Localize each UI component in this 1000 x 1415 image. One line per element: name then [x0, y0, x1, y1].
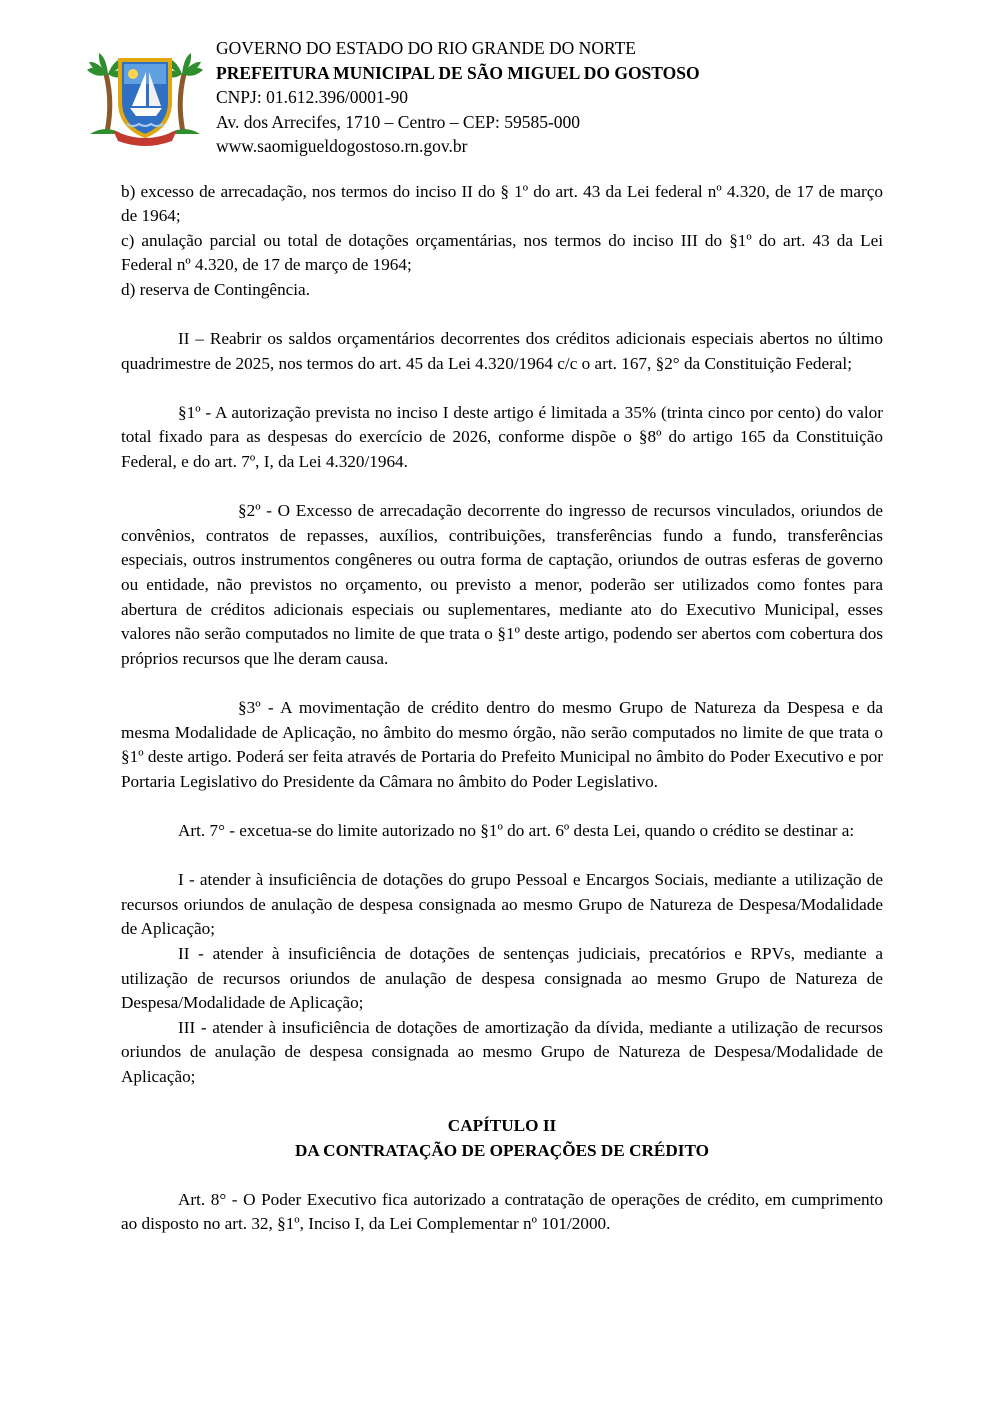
clause-b: b) excesso de arrecadação, nos termos do inciso II do § 1º do art. 43 da Lei federal nº 4.320, de 17 de março de 1964; — [121, 181, 883, 226]
sun-icon — [128, 69, 138, 79]
inciso-i: I - atender à insuficiência de dotações do grupo Pessoal e Encargos Sociais, mediante a utilização de recursos oriundos de anulação de despesa consignada ao mesmo Grupo de Natureza de Despesa/Modalidade de Aplicação; — [121, 870, 883, 939]
clause-d: d) reserva de Contingência. — [121, 279, 310, 299]
cnpj-line: CNPJ: 01.612.396/0001-90 — [216, 87, 409, 107]
artigo-8: Art. 8° - O Poder Executivo fica autorizado a contratação de operações de crédito, em cumprimento ao disposto no art. 32, §1º, Inciso I, da Lei Complementar nº 101/2000. — [121, 1189, 883, 1234]
chapter-subtitle: DA CONTRATAÇÃO DE OPERAÇÕES DE CRÉDITO — [295, 1140, 709, 1160]
state-government-name: GOVERNO DO ESTADO DO RIO GRANDE DO NORTE — [216, 38, 636, 58]
shield-icon — [120, 60, 170, 136]
letterhead — [86, 34, 1000, 159]
document-body — [121, 180, 883, 1238]
municipality-name: PREFEITURA MUNICIPAL DE SÃO MIGUEL DO GOSTOSO — [216, 62, 700, 83]
artigo-7: Art. 7° - excetua-se do limite autorizado no §1º do art. 6º desta Lei, quando o crédito se destinar a: — [178, 820, 855, 840]
address-line: Av. dos Arrecifes, 1710 – Centro – CEP: 59585-000 — [216, 111, 581, 132]
clause-c: c) anulação parcial ou total de dotações orçamentárias, nos termos do inciso III do §1º do art. 43 da Lei Federal nº 4.320, de 17 de março de 1964; — [121, 230, 883, 275]
coat-of-arms-icon — [86, 34, 204, 146]
paragrafo-2: §2º - O Excesso de arrecadação decorrente do ingresso de recursos vinculados, oriundos de convênios, contratos de repasses, auxílios, contribuições, transferências fundo a fundo, transferências especiais, outros instrumentos congêneres ou outra forma de captação, oriundos de outras esferas de governo ou entidade, não previstos no orçamento, ou previsto a menor, poderão ser utilizados como fontes para abertura de créditos adicionais especiais ou suplementares, mediante ato do Executivo Municipal, esses valores não serão computados no limite de que trata o §1º deste artigo, podendo ser abertos com cobertura dos próprios recursos que lhe deram causa. — [121, 501, 883, 668]
website-line: www.saomigueldogostoso.rn.gov.br — [216, 136, 468, 156]
letterhead-text — [216, 34, 700, 159]
inciso-iii: III - atender à insuficiência de dotações de amortização da dívida, mediante a utilização de recursos oriundos de anulação de despesa consignada ao mesmo Grupo de Natureza de Despesa/Modalidade de Aplicação; — [121, 1017, 883, 1086]
municipal-coat-of-arms — [86, 34, 204, 146]
chapter-title: CAPÍTULO II — [447, 1116, 557, 1136]
paragrafo-3: §3º - A movimentação de crédito dentro do mesmo Grupo de Natureza da Despesa e da mesma Modalidade de Aplicação, no âmbito do mesmo órgão, não serão computados no limite de que trata o §1º deste artigo. Poderá ser feita através de Portaria do Prefeito Municipal no âmbito do Poder Executivo e por Portaria Legislativo do Presidente da Câmara no âmbito do Poder Legislativo. — [121, 697, 883, 791]
paragrafo-1: §1º - A autorização prevista no inciso I deste artigo é limitada a 35% (trinta cinco por cento) do valor total fixado para as despesas do exercício de 2026, conforme dispõe o §8º do artigo 165 da Constituição Federal, e do art. 7º, I, da Lei 4.320/1964. — [121, 402, 883, 472]
item-ii-reabrir: II – Reabrir os saldos orçamentários decorrentes dos créditos adicionais especiais abertos no último quadrimestre de 2025, nos termos do art. 45 da Lei 4.320/1964 c/c o art. 167, §2° da Constituição Federal; — [121, 329, 883, 373]
inciso-ii: II - atender à insuficiência de dotações de sentenças judiciais, precatórios e RPVs, mediante a utilização de recursos oriundos de anulação de despesa consignada ao mesmo Grupo de Natureza de Despesa/Modalidade de Aplicação; — [121, 943, 883, 1013]
